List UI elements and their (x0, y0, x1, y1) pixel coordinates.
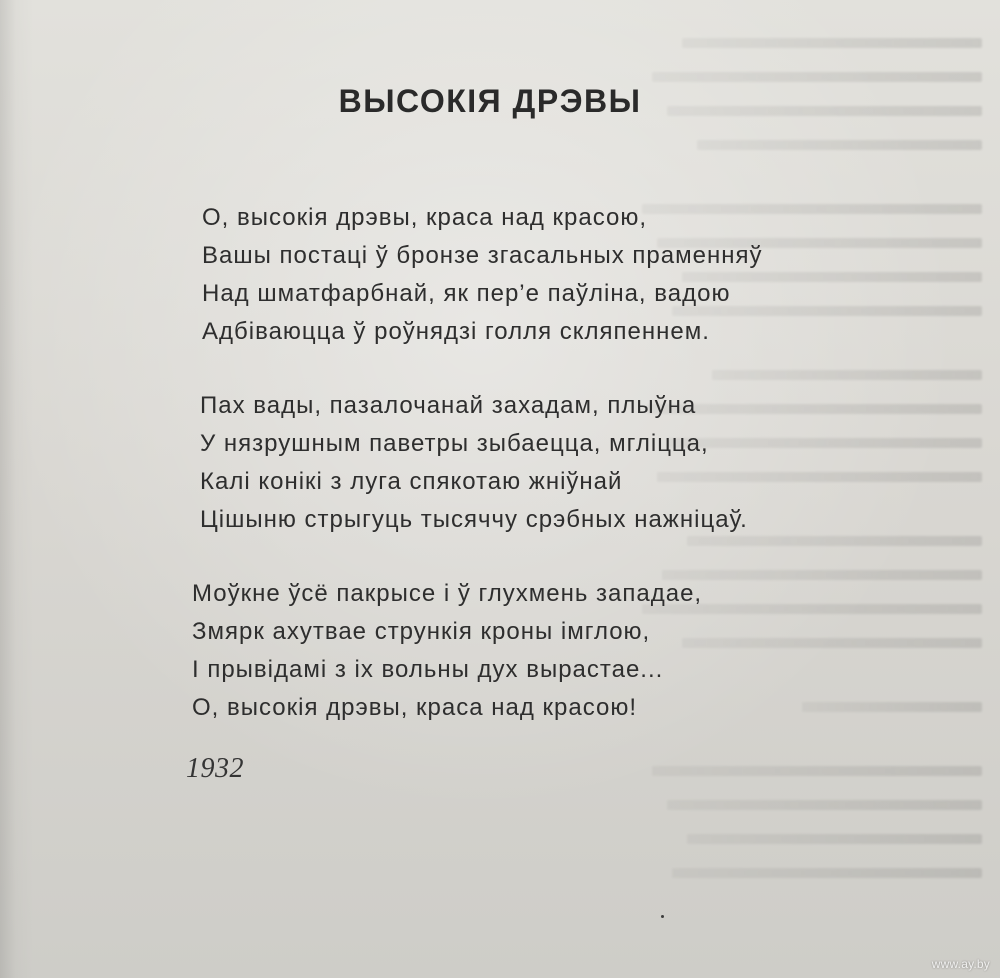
poem-body (192, 199, 902, 763)
poem-line: О, высокія дрэвы, краса над красою, (202, 204, 648, 231)
poem-line: Моўкне ўсё пакрысе і ў глухмень западае, (192, 580, 703, 607)
bleed-through-line (697, 140, 982, 150)
poem-line: Над шматфарбнай, як пер’е паўліна, вадою (202, 280, 731, 307)
bleed-through-line (652, 766, 982, 776)
poem-line: І прывідамі з іх вольны дух вырастае... (192, 656, 664, 683)
site-watermark: www.ay.by (931, 957, 990, 971)
bleed-through-line (652, 72, 982, 82)
bleed-through-line (682, 38, 982, 48)
poem-line: Адбіваюцца ў роўнядзі голля скляпеннем. (202, 318, 710, 345)
stanza (192, 575, 902, 727)
bleed-through-line (687, 834, 982, 844)
poem-line: У нязрушным паветры зыбаецца, мгліцца, (200, 430, 709, 457)
poem-line: Вашы постаці ў бронзе згасальных праменняў (202, 242, 763, 269)
stanza (200, 387, 902, 539)
poem-line: Пах вады, пазалочанай захадам, плыўна (200, 392, 697, 419)
poem-line: Калі конікі з луга спякотаю жніўнай (200, 468, 623, 495)
poem-line: Змярк ахутвае стрункія кроны імглою, (192, 618, 651, 645)
bleed-through-line (672, 868, 982, 878)
stanza (202, 199, 902, 351)
poem-line: О, высокія дрэвы, краса над красою! (192, 694, 638, 721)
poem-title: ВЫСОКІЯ ДРЭВЫ (338, 83, 642, 119)
poem-line: Цішыню стрыгуць тысяччу срэбных нажніцаў. (200, 506, 748, 533)
bleed-through-line (667, 800, 982, 810)
poem-year: 1932 (186, 753, 244, 784)
ink-speck (661, 915, 664, 918)
